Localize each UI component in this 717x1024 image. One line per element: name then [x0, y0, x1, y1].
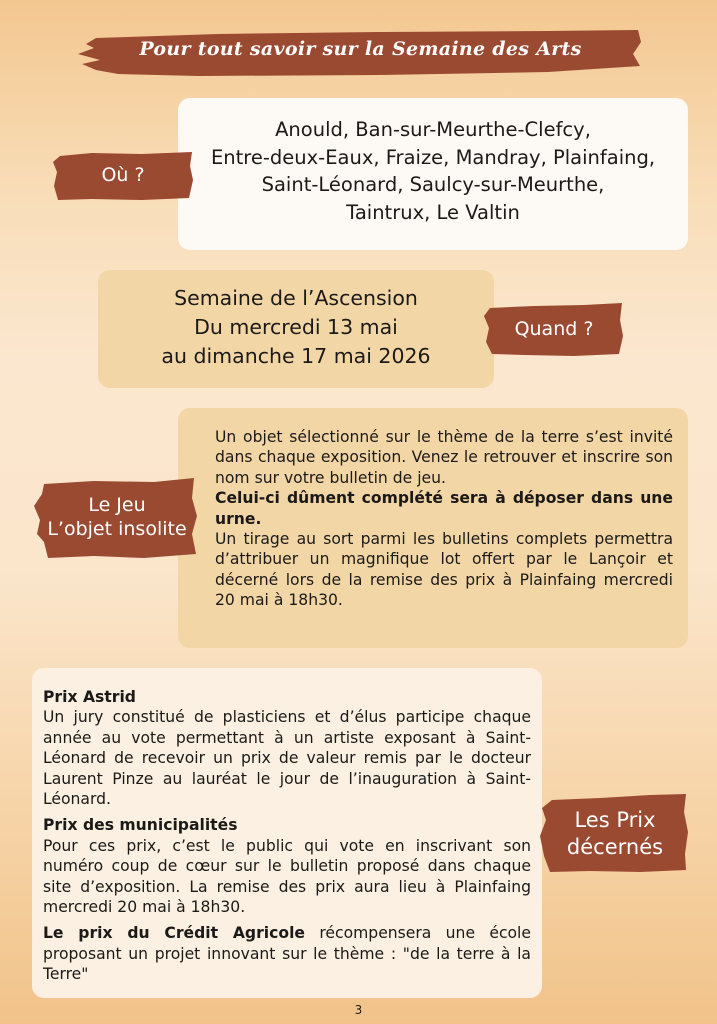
header-banner [78, 28, 643, 78]
game-box [178, 408, 688, 648]
prizes-box [32, 668, 542, 998]
page-number: 3 [354, 1003, 363, 1017]
where-line: Anould, Ban-sur-Meurthe-Clefcy, [275, 118, 591, 141]
where-tag-label: Où ? [101, 164, 145, 186]
game-draw: Un tirage au sort parmi les bulletins complets permettra d’attribuer un magnifique lot offert par le Lançoir et décerné lors de la remise des prix à Plainfaing mercredi 20 mai à 18h30. [215, 530, 673, 610]
municipal-text: Pour ces prix, c’est le public qui vote en inscrivant son numéro coup de cœur sur le bulletin proposé dans chaque site d’exposition. La remise des prix aura lieu à Plainfaing mercredi 20 mai à 18h30. [43, 836, 531, 917]
when-dates [98, 270, 494, 371]
prizes-description [43, 687, 531, 985]
game-intro: Un objet sélectionné sur le thème de la terre s’est invité dans chaque exposition. Venez le retrouver et inscrire son nom sur votre bulletin de jeu. [215, 428, 673, 487]
prizes-tag-line2: décernés [566, 835, 664, 859]
when-box [98, 270, 494, 388]
game-tag-line1: Le Jeu [88, 494, 146, 516]
credit-agricole-text: récompensera une école proposant un projet innovant sur le thème : "de la terre à la Terre" [43, 924, 531, 984]
municipal-title: Prix des municipalités [43, 816, 238, 835]
credit-agricole-title: Le prix du Crédit Agricole [43, 924, 306, 943]
astrid-text: Un jury constitué de plasticiens et d’élus participe chaque année au vote permettant à un artiste exposant à Saint-Léonard de recevoir un prix de valeur remis par le docteur Laurent Pinze au lauréat le jour de l’inauguration à Saint-Léonard. [43, 708, 531, 809]
game-instruction: Celui-ci dûment complété sera à déposer dans une urne. [215, 489, 673, 528]
prizes-tag [540, 792, 690, 874]
game-tag-line2: L’objet insolite [47, 518, 187, 540]
where-tag [52, 150, 194, 202]
where-line: Entre-deux-Eaux, Fraize, Mandray, Plainfaing, [210, 145, 656, 169]
where-line: Taintrux, Le Valtin [346, 200, 520, 224]
astrid-title: Prix Astrid [43, 688, 136, 706]
game-tag [34, 476, 200, 560]
game-description [215, 427, 673, 611]
credit-agricole-paragraph [43, 923, 531, 984]
when-line: au dimanche 17 mai 2026 [161, 344, 431, 368]
when-line: Semaine de l’Ascension [174, 286, 418, 310]
where-locations [178, 98, 688, 226]
prizes-tag-line1: Les Prix [574, 808, 656, 832]
where-box [178, 98, 688, 250]
where-line: Saint-Léonard, Saulcy-sur-Meurthe, [261, 173, 605, 196]
when-tag-label: Quand ? [514, 318, 594, 340]
banner-title: Pour tout savoir sur la Semaine des Arts [139, 38, 582, 60]
when-tag [484, 302, 624, 357]
when-line: Du mercredi 13 mai [194, 315, 398, 339]
